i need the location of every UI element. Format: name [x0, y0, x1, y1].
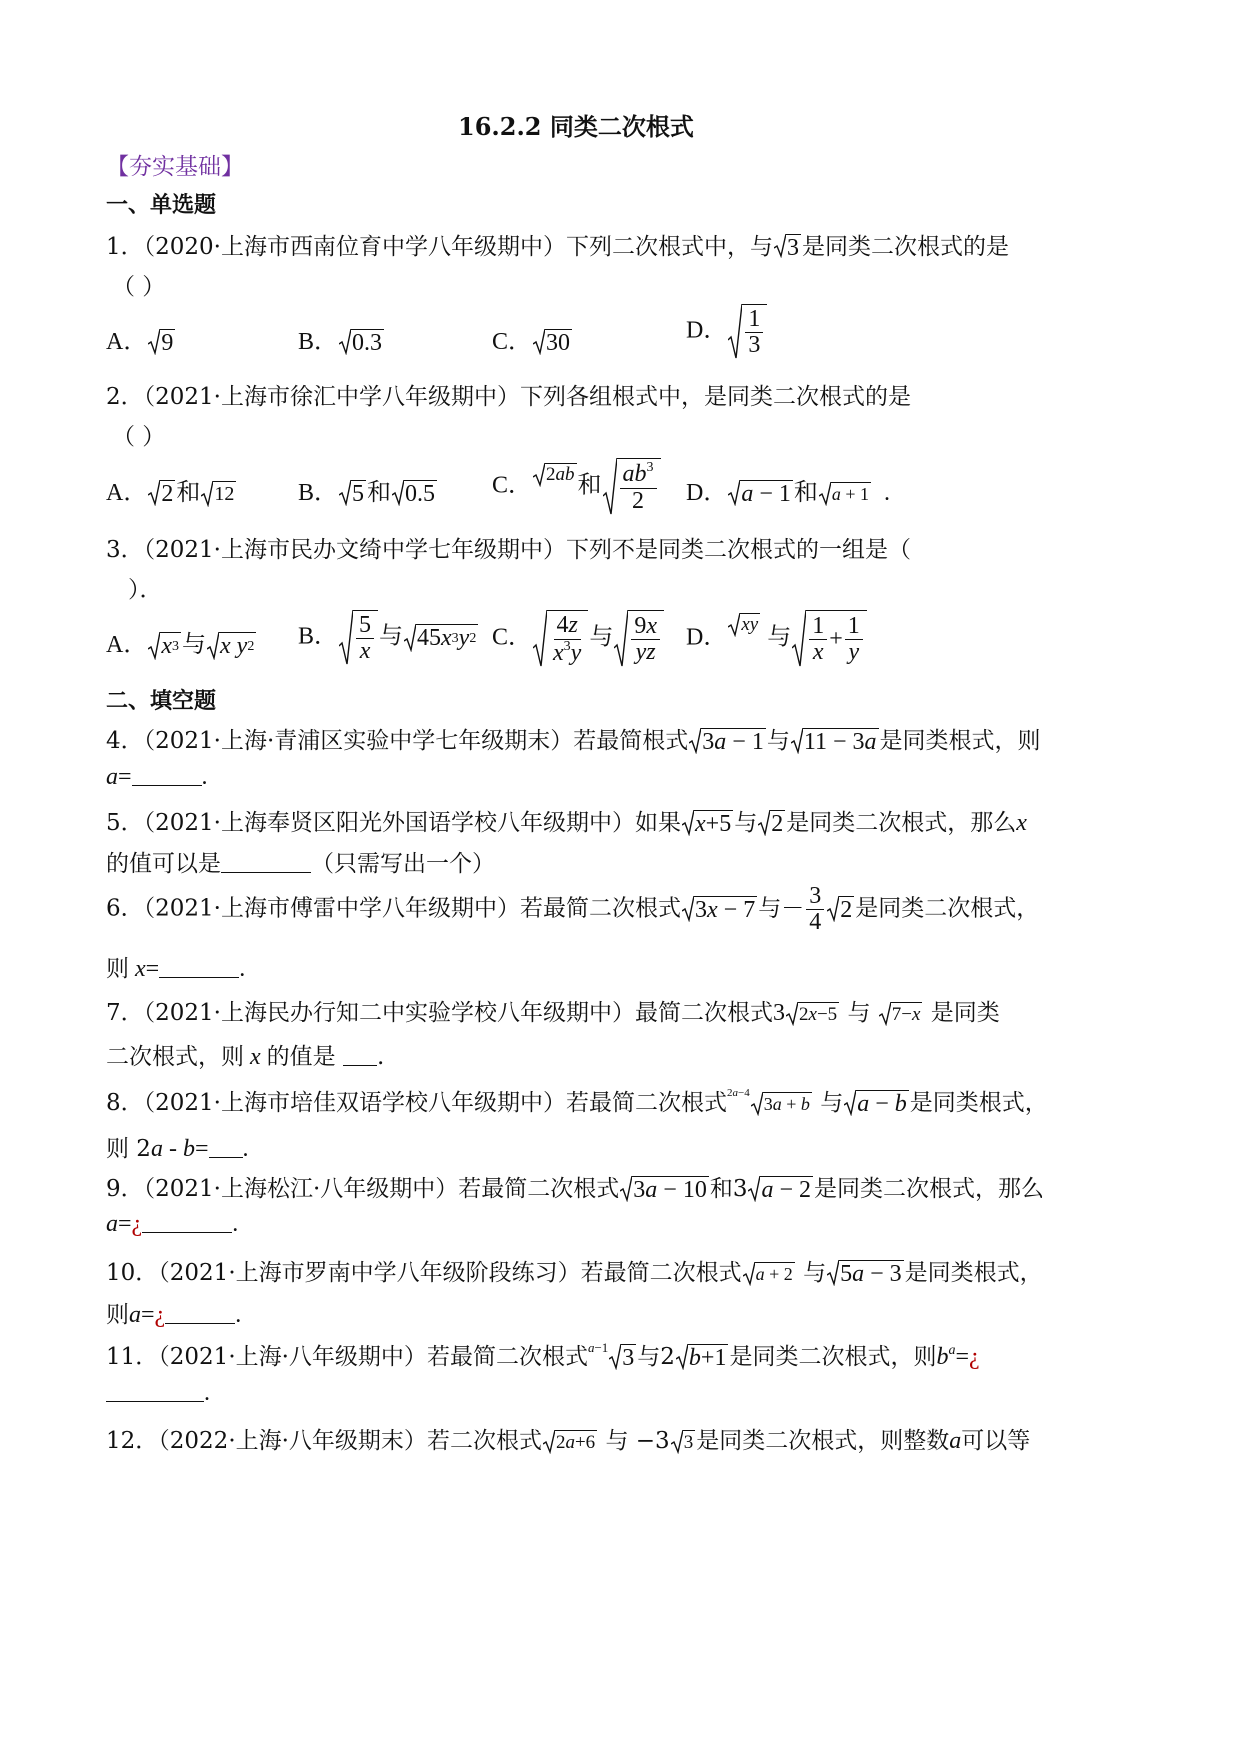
- option-c: C． 30: [492, 329, 571, 357]
- option-c: C． $\frac{4z}{x^3y}$ 与 $\frac{9x}{yz}$: [492, 610, 665, 668]
- option-b: B． 5 和 0.5: [298, 480, 436, 508]
- section-tag: 【夯实基础】: [106, 154, 244, 180]
- question-text: 下列二次根式中，与: [566, 234, 773, 260]
- option-a: A． x 3 与 x y 2: [106, 632, 255, 660]
- question-1: [106, 228, 1009, 262]
- section-heading-choice: 一、单选题: [106, 193, 217, 218]
- answer-paren: （ ）: [112, 424, 166, 450]
- question-source: （2021·上海市罗南中学八年级阶段练习）: [158, 1260, 581, 1286]
- question-3-end: ）．: [128, 577, 163, 603]
- question-12: 12．（2022·上海·八年级期末）若二次根式 2 a +6 与 −3 3 是同类二次根式，则整数a可以等: [106, 1428, 1031, 1454]
- question-source: （2021·上海市傅雷中学八年级期中）: [143, 895, 520, 922]
- answer-line: 则 x= .: [106, 956, 246, 982]
- question-6: 6．（2021·上海市傅雷中学八年级期中）若最简二次根式 3 x − 7 与－ $\frac{3}{4}$ 2 是同类二次根式，: [106, 883, 1040, 936]
- question-source: （2021·上海市徐汇中学八年级期中）: [143, 384, 520, 410]
- question-text: 是同类二次根式的是: [802, 234, 1009, 260]
- option-c: C． 2 ab 和 $\frac{ab^3}{2}$: [492, 458, 662, 516]
- answer-line: 则 2a - b= .: [106, 1136, 249, 1162]
- question-source: （2021·上海·青浦区实验中学七年级期末）: [143, 728, 574, 754]
- question-text: 下列各组根式中，是同类二次根式的是: [520, 384, 911, 410]
- option-d: D． xy 与 $\frac{1}{x}$ + $\frac{1}{y}$: [686, 610, 868, 668]
- question-source: （2021·上海松江·八年级期中）: [143, 1176, 459, 1202]
- option-d: D． a − 1 和 a + 1 .: [686, 480, 891, 508]
- option-d: D． $\frac{1}{3}$: [686, 304, 768, 360]
- option-b: B． 0.3: [298, 329, 383, 357]
- question-number: 1．: [106, 234, 144, 260]
- question-11: 11．（2021·上海·八年级期中）若最简二次根式$^{a-1}$ 3 与2 b +1 是同类二次根式，则$b^a=¿$: [106, 1340, 980, 1371]
- math-expr: 3: [773, 234, 802, 260]
- option-b: B． $\frac{5}{x}$ 与 45 x 3 y 2: [298, 611, 477, 664]
- question-5: 5．（2021·上海奉贤区阳光外国语学校八年级期中）如果 x +5 与 2 是同类二次根式，那么x: [106, 810, 1027, 837]
- answer-line: a= .: [106, 764, 208, 790]
- option-a: A． 9: [106, 329, 174, 357]
- question-source: （2021·上海民办行知二中实验学校八年级期中）: [143, 1000, 635, 1026]
- question-source: （2021·上海奉贤区阳光外国语学校八年级期中）: [143, 810, 635, 836]
- question-9: 9．（2021·上海松江·八年级期中）若最简二次根式 3 a − 10 和3 a − 2 是同类二次根式，那么: [106, 1176, 1045, 1203]
- question-source: （2022·上海·八年级期末）: [158, 1428, 427, 1454]
- answer-line: 则a=¿ .: [106, 1302, 242, 1328]
- question-10: 10．（2021·上海市罗南中学八年级阶段练习）若最简二次根式 a + 2 与 5 a − 3 是同类根式，: [106, 1260, 1043, 1287]
- question-source: （2021·上海市培佳双语学校八年级期中）: [143, 1090, 566, 1116]
- question-7: 7．（2021·上海民办行知二中实验学校八年级期中）最简二次根式3 2 x −5 与 7− x 是同类: [106, 1000, 1000, 1026]
- section-heading-fill: 二、填空题: [106, 689, 217, 714]
- option-a: A． 2 和 12: [106, 480, 235, 508]
- page-title: 16.2.2 同类二次根式: [458, 112, 694, 141]
- question-8: 8．（2021·上海市培佳双语学校八年级期中）若最简二次根式$^{2a-4}$ 3 a + b 与 a − b 是同类根式，: [106, 1087, 1048, 1117]
- answer-line: .: [106, 1380, 210, 1407]
- question-source: （2021·上海市民办文绮中学七年级期中）: [143, 537, 566, 563]
- question-3: 3．（2021·上海市民办文绮中学七年级期中）下列不是同类二次根式的一组是（: [106, 537, 911, 563]
- question-2: 2．（2021·上海市徐汇中学八年级期中）下列各组根式中，是同类二次根式的是: [106, 384, 911, 410]
- question-text: 下列不是同类二次根式的一组是（: [566, 537, 911, 563]
- answer-paren: （ ）: [112, 274, 166, 300]
- question-source: （2021·上海·八年级期中）: [158, 1344, 427, 1370]
- question-source: （2020·上海市西南位育中学八年级期中）: [143, 234, 566, 260]
- answer-line: 二次根式，则 x 的值是 .: [106, 1044, 385, 1070]
- answer-line: 的值可以是 （只需写出一个）: [106, 851, 495, 877]
- answer-line: a=¿ .: [106, 1211, 239, 1237]
- question-4: 4．（2021·上海·青浦区实验中学七年级期末）若最简根式 3 a − 1 与 11 − 3 a 是同类根式，则: [106, 728, 1041, 755]
